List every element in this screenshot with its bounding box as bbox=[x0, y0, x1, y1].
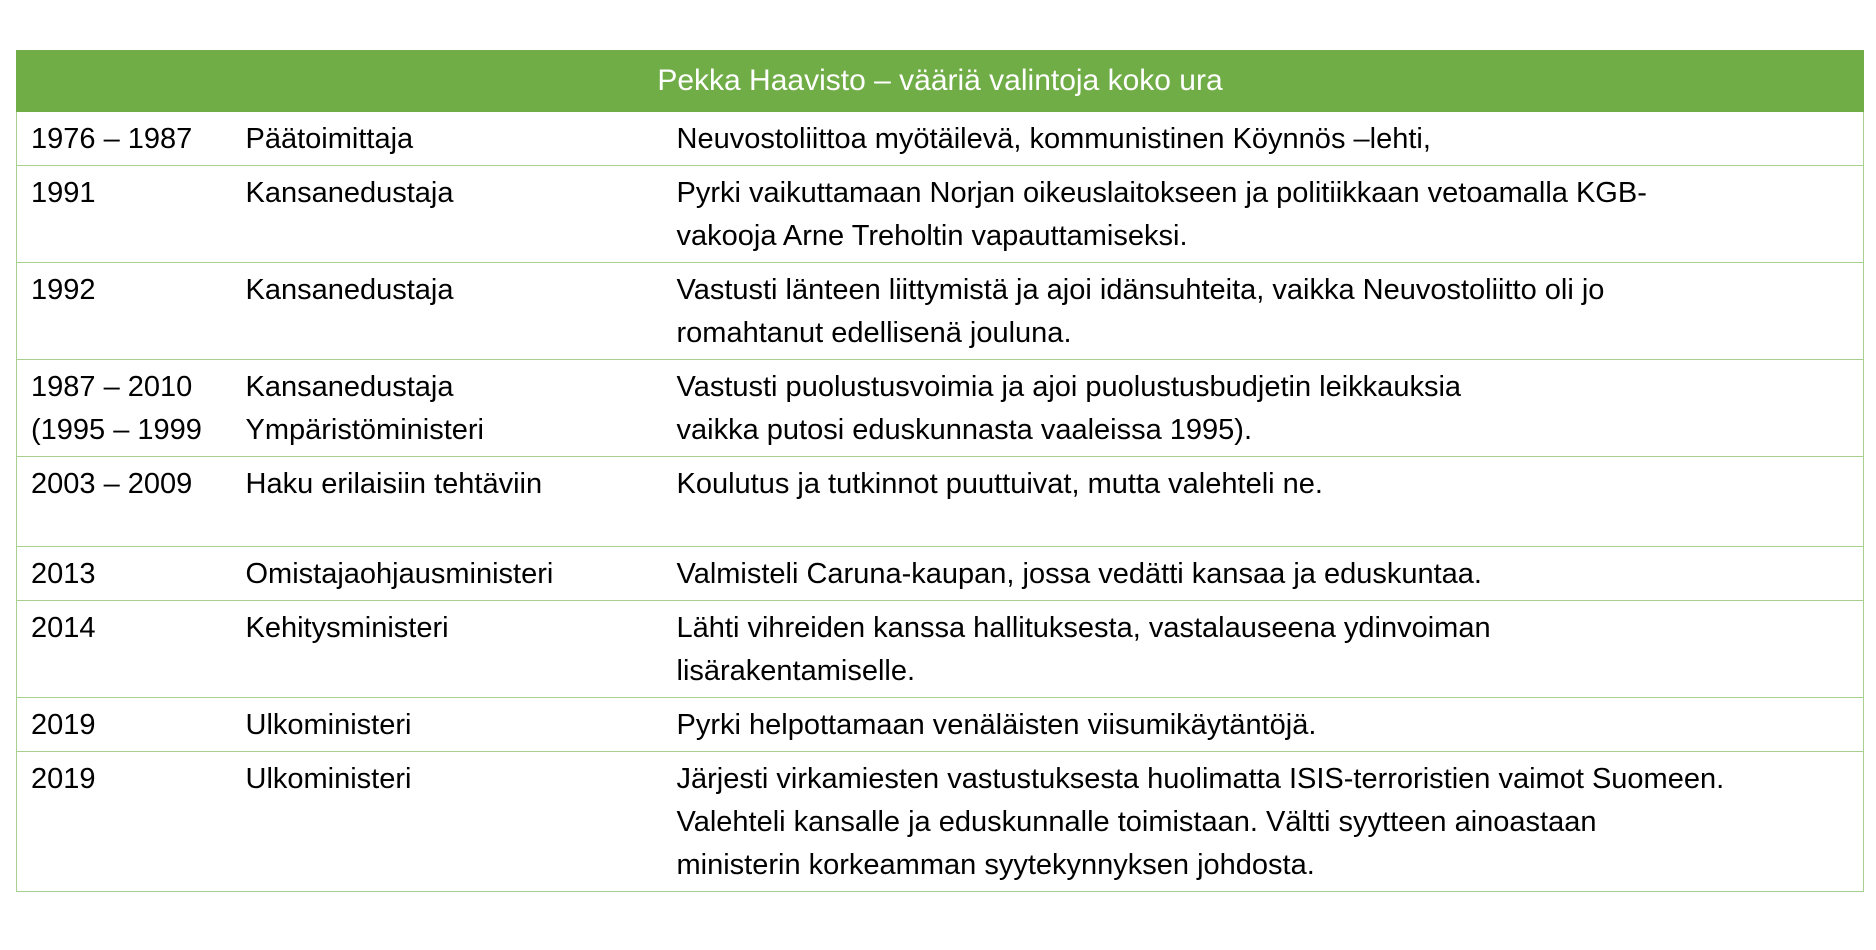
role-cell bbox=[246, 601, 646, 698]
description-text: Vastusti puolustusvoimia ja ajoi puolustusbudjetin leikkauksia bbox=[676, 371, 1462, 403]
role-text: Omistajaohjausministeri bbox=[245, 558, 554, 590]
table-row bbox=[17, 547, 1864, 601]
description-cell bbox=[646, 166, 1864, 263]
year-text: 2019 bbox=[31, 709, 96, 741]
table-row bbox=[17, 166, 1864, 263]
description-text: vaikka putosi eduskunnasta vaaleissa 1995). bbox=[676, 414, 1253, 446]
year-cell bbox=[17, 166, 246, 263]
year-text: 2019 bbox=[31, 763, 96, 795]
table-row bbox=[17, 752, 1864, 892]
year-cell bbox=[17, 601, 246, 698]
role-cell bbox=[246, 166, 646, 263]
description-text: Pyrki vaikuttamaan Norjan oikeuslaitokseen ja politiikkaan vetoamalla KGB- bbox=[676, 177, 1647, 209]
role-text: Päätoimittaja bbox=[245, 123, 414, 155]
description-text: Valehteli kansalle ja eduskunnalle toimistaan. Vältti syytteen ainoastaan bbox=[676, 806, 1597, 838]
table-row bbox=[17, 698, 1864, 752]
description-cell bbox=[646, 601, 1864, 698]
table-row bbox=[17, 360, 1864, 457]
table-row bbox=[17, 601, 1864, 698]
year-cell bbox=[17, 360, 246, 457]
description-cell bbox=[646, 752, 1864, 892]
year-text: 1976 – 1987 bbox=[31, 123, 193, 155]
role-text: Kansanedustaja bbox=[245, 371, 454, 403]
role-text: Kansanedustaja bbox=[245, 274, 454, 306]
role-cell bbox=[246, 112, 646, 166]
year-text: 2013 bbox=[31, 558, 96, 590]
description-cell bbox=[646, 698, 1864, 752]
role-cell bbox=[246, 752, 646, 892]
description-text: Lähti vihreiden kanssa hallituksesta, vastalauseena ydinvoiman bbox=[676, 612, 1491, 644]
description-text: vakooja Arne Treholtin vapauttamiseksi. bbox=[676, 220, 1188, 252]
role-cell bbox=[246, 698, 646, 752]
description-cell bbox=[646, 263, 1864, 360]
career-table bbox=[16, 50, 1864, 892]
description-cell bbox=[646, 457, 1864, 547]
role-cell bbox=[246, 263, 646, 360]
description-text: Koulutus ja tutkinnot puuttuivat, mutta valehteli ne. bbox=[676, 468, 1323, 500]
table-row bbox=[17, 263, 1864, 360]
description-text: Pyrki helpottamaan venäläisten viisumikäytäntöjä. bbox=[676, 709, 1317, 741]
description-cell bbox=[646, 360, 1864, 457]
table-title: Pekka Haavisto – vääriä valintoja koko ura bbox=[17, 51, 1864, 112]
description-text: Vastusti länteen liittymistä ja ajoi idänsuhteita, vaikka Neuvostoliitto oli jo bbox=[676, 274, 1605, 306]
year-cell bbox=[17, 112, 246, 166]
description-text: Neuvostoliittoa myötäilevä, kommunistinen Köynnös –lehti, bbox=[676, 123, 1431, 155]
description-text: romahtanut edellisenä jouluna. bbox=[676, 317, 1072, 349]
role-cell bbox=[246, 547, 646, 601]
table-row bbox=[17, 112, 1864, 166]
role-text: Haku erilaisiin tehtäviin bbox=[245, 468, 543, 500]
year-text: 1992 bbox=[31, 274, 96, 306]
role-text: Kansanedustaja bbox=[245, 177, 454, 209]
role-cell bbox=[246, 360, 646, 457]
year-cell bbox=[17, 752, 246, 892]
role-cell bbox=[246, 457, 646, 547]
description-text: Järjesti virkamiesten vastustuksesta huolimatta ISIS-terroristien vaimot Suomeen. bbox=[676, 763, 1725, 795]
year-cell bbox=[17, 263, 246, 360]
year-text: 2003 – 2009 bbox=[31, 468, 193, 500]
year-text: 2014 bbox=[31, 612, 96, 644]
description-text: Valmisteli Caruna-kaupan, jossa vedätti kansaa ja eduskuntaa. bbox=[676, 558, 1482, 590]
role-text: Ulkoministeri bbox=[245, 763, 412, 795]
description-text: ministerin korkeamman syytekynnyksen johdosta. bbox=[676, 849, 1315, 881]
year-text: 1987 – 2010 bbox=[31, 371, 193, 403]
role-text: Ulkoministeri bbox=[245, 709, 412, 741]
year-cell bbox=[17, 547, 246, 601]
year-cell bbox=[17, 457, 246, 547]
description-cell bbox=[646, 547, 1864, 601]
year-text: 1991 bbox=[31, 177, 96, 209]
year-cell bbox=[17, 698, 246, 752]
table-row bbox=[17, 457, 1864, 547]
description-cell bbox=[646, 112, 1864, 166]
description-text: lisärakentamiselle. bbox=[676, 655, 916, 687]
role-text: Ympäristöministeri bbox=[245, 414, 484, 446]
table-header-row bbox=[17, 51, 1864, 112]
role-text: Kehitysministeri bbox=[245, 612, 449, 644]
year-text: (1995 – 1999 bbox=[31, 414, 202, 446]
